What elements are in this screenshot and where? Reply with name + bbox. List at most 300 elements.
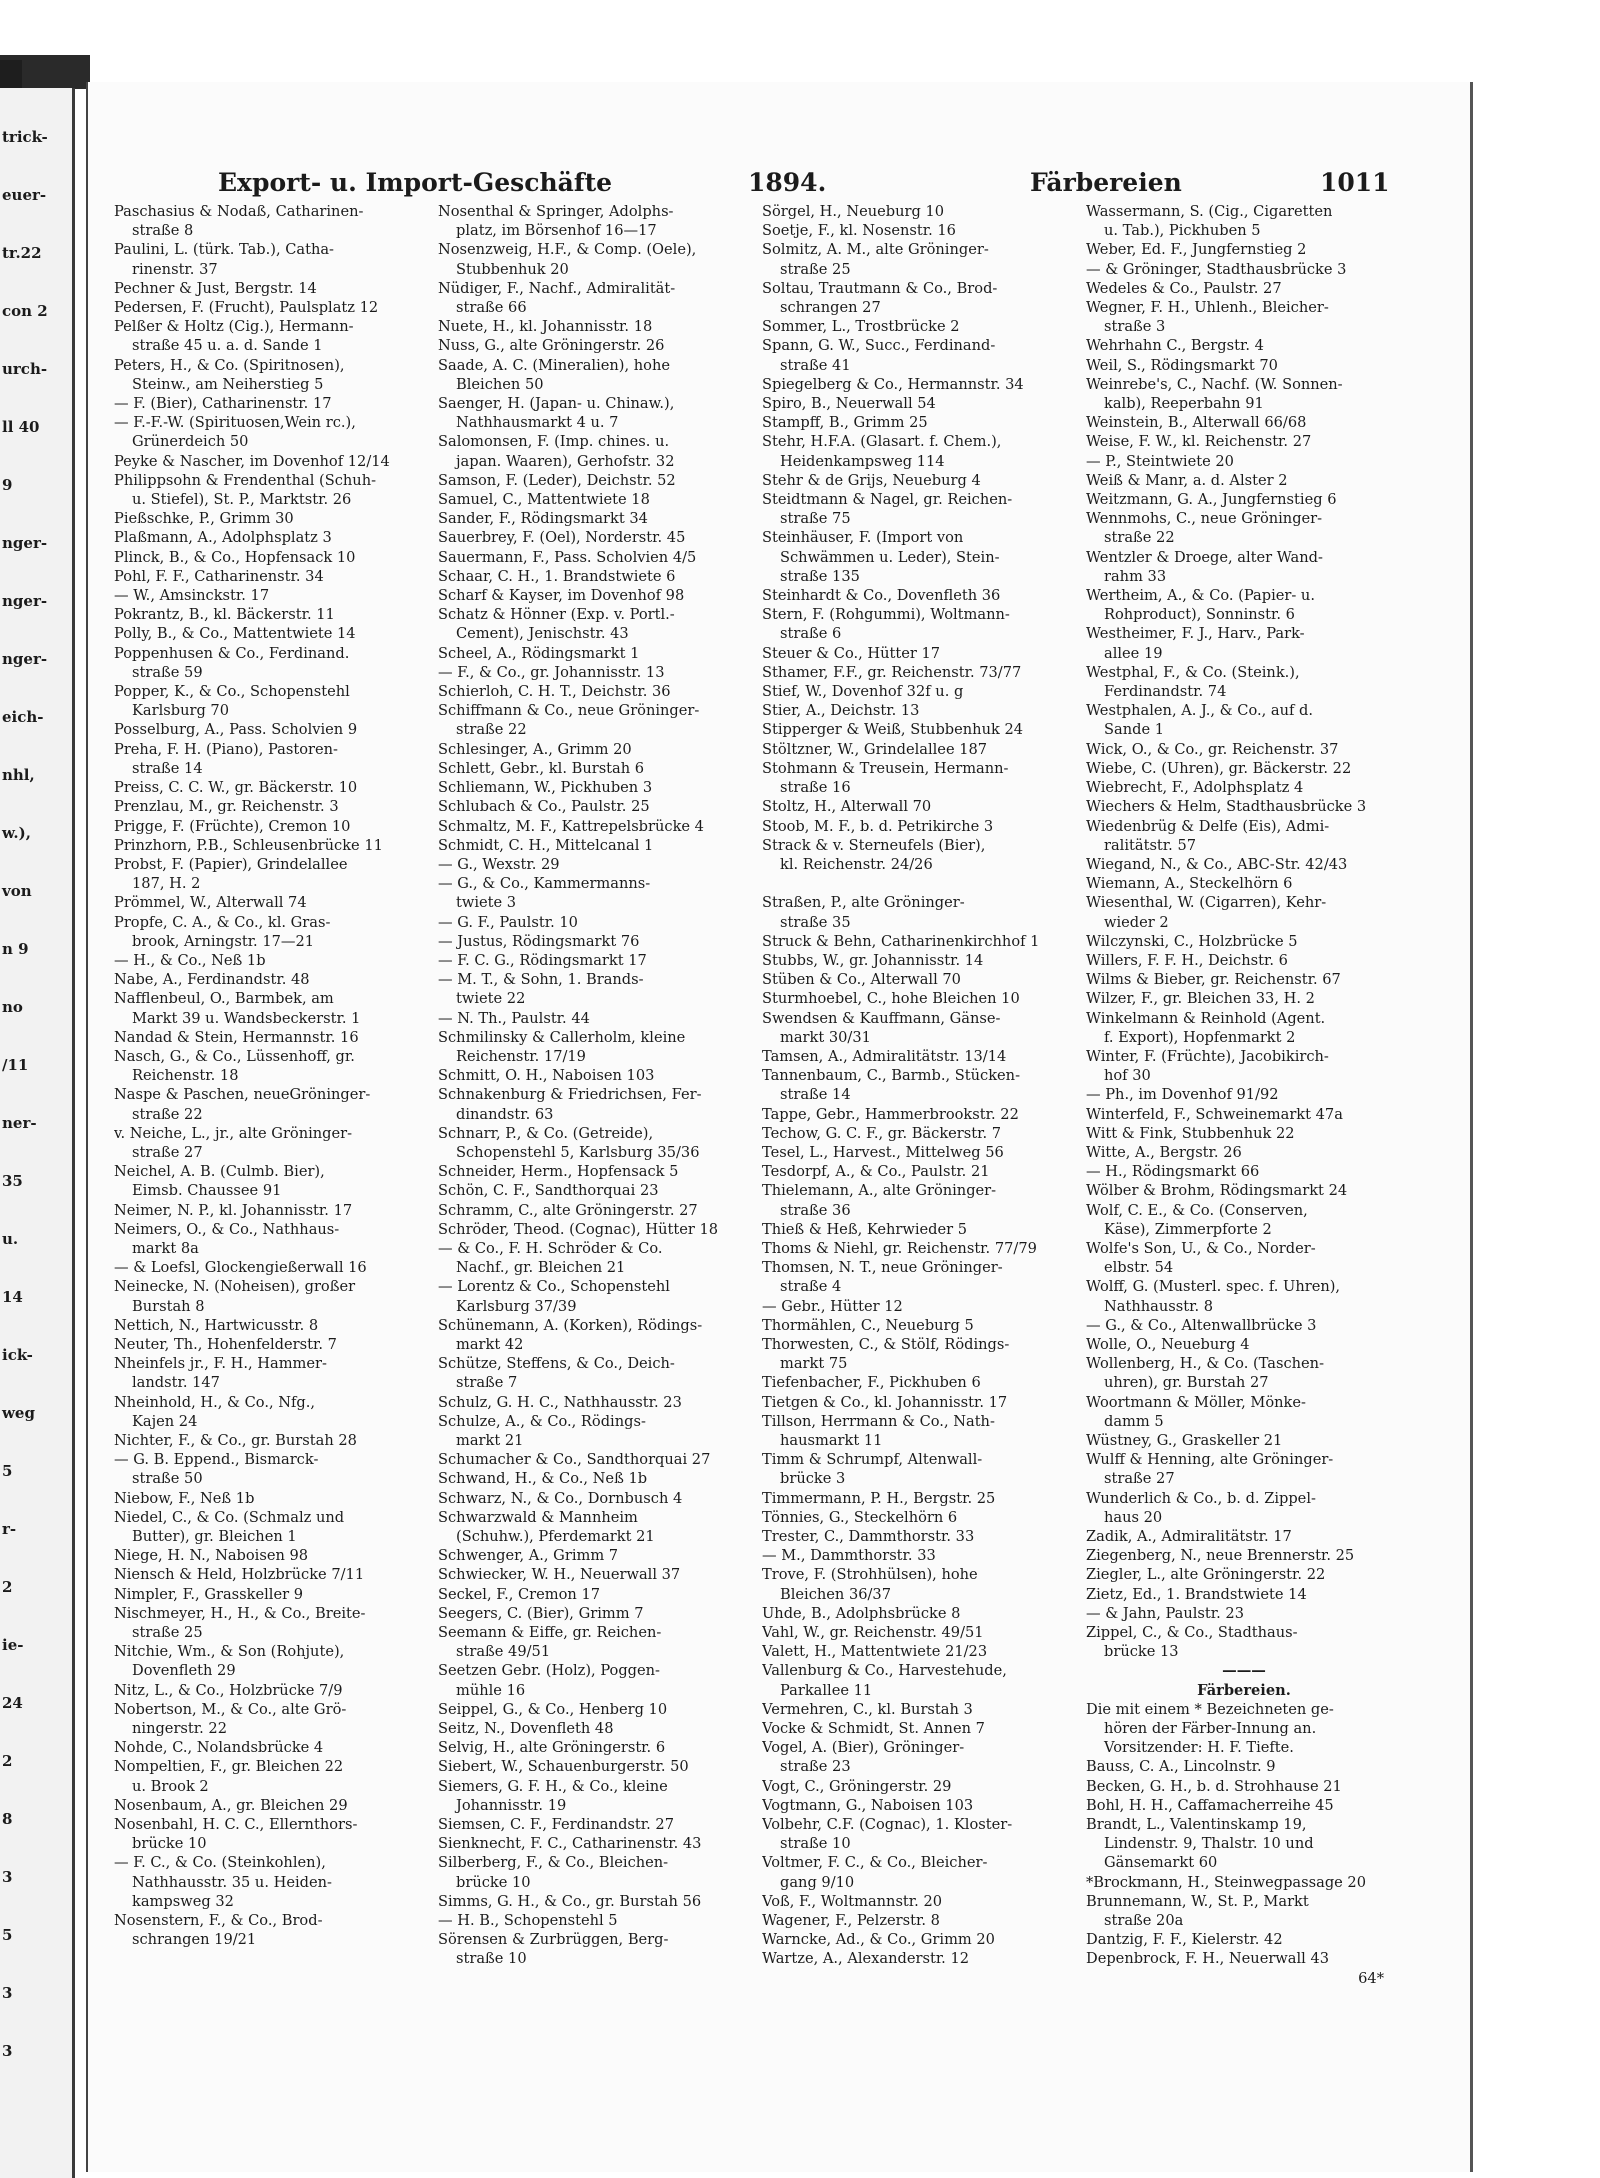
entry-line: Philippsohn & Frendenthal (Schuh- [114,471,377,489]
entry-line: Swendsen & Kauffmann, Gänse- [762,1009,1001,1027]
entry-line: Weiß & Manr, a. d. Alster 2 [1086,471,1288,489]
entry-line: ningerstr. 22 [132,1720,227,1738]
entry-line: Wegner, F. H., Uhlenh., Bleicher- [1086,299,1329,317]
entry-line: Eimsb. Chaussee 91 [132,1182,282,1200]
entry-line: — Lorentz & Co., Schopenstehl [438,1278,670,1296]
fragment-text: 2 [2,1578,13,1596]
entry-line: Ziegenberg, N., neue Brennerstr. 25 [1086,1547,1355,1565]
entry-line: Zadik, A., Admiralitätstr. 17 [1086,1528,1292,1546]
entry-line: Straßen, P., alte Gröninger- [762,894,965,912]
entry-line: Cement), Jenischstr. 43 [456,625,629,643]
entry-line: Tönnies, G., Steckelhörn 6 [762,1508,958,1526]
entry-line: Vogt, C., Gröningerstr. 29 [762,1777,952,1795]
entry-line: Färbereien. [1197,1681,1291,1699]
fragment-text: r- [2,1520,17,1538]
entry-line: Heidenkampsweg 114 [780,452,945,470]
entry-line: Wölber & Brohm, Rödingsmarkt 24 [1086,1182,1348,1200]
entry-line: Sörensen & Zurbrüggen, Berg- [438,1931,669,1949]
entry-line: Tietgen & Co., kl. Johannisstr. 17 [762,1393,1008,1411]
entry-line: Wassermann, S. (Cig., Cigaretten [1086,203,1333,220]
entry-line: markt 30/31 [780,1028,871,1046]
entry-line: Steinw., am Neiherstieg 5 [132,375,324,393]
entry-line: Paschasius & Nodaß, Catharinen- [114,203,364,220]
entry-line: Wick, O., & Co., gr. Reichenstr. 37 [1086,740,1339,758]
entry-line: Soetje, F., kl. Nosenstr. 16 [762,222,956,240]
fragment-text: 24 [2,1694,23,1712]
entry-line: — H., & Co., Neß 1b [114,951,266,969]
entry-line: schrangen 19/21 [132,1931,257,1949]
entry-line: — G. B. Eppend., Bismarck- [114,1451,319,1469]
entry-line: Steinhäuser, F. (Import von [762,529,964,547]
fragment-text: nger- [2,592,48,610]
entry-line: Johannisstr. 19 [456,1796,567,1814]
entry-line: straße 10 [456,1950,527,1968]
column-2 [438,202,754,2132]
entry-line: Reichenstr. 18 [132,1067,239,1085]
entry-line: Wagener, F., Pelzerstr. 8 [762,1912,940,1930]
entry-line: Prenzlau, M., gr. Reichenstr. 3 [114,798,339,816]
entry-line: Wentzler & Droege, alter Wand- [1086,548,1323,566]
entry-line: Witte, A., Bergstr. 26 [1086,1143,1242,1161]
entry-line: Bleichen 36/37 [780,1585,891,1603]
entry-line: Nosenthal & Springer, Adolphs- [438,203,674,220]
entry-line: — F. C. G., Rödingsmarkt 17 [438,951,647,969]
entry-line: Spiro, B., Neuerwall 54 [762,395,936,413]
entry-line: Nischmeyer, H., H., & Co., Breite- [114,1604,366,1622]
entry-line: Stampff, B., Grimm 25 [762,414,928,432]
entry-line: brücke 13 [1104,1643,1179,1661]
entry-line: straße 27 [1104,1470,1175,1488]
entry-line: twiete 3 [456,894,517,912]
entry-line: Pohl, F. F., Catharinenstr. 34 [114,567,324,585]
entry-line: straße 20a [1104,1912,1184,1930]
entry-line: Neimers, O., & Co., Nathhaus- [114,1220,340,1238]
entry-line: Schütze, Steffens, & Co., Deich- [438,1355,675,1373]
entry-line: Scheel, A., Rödingsmarkt 1 [438,644,640,662]
entry-line: Samuel, C., Mattentwiete 18 [438,491,650,509]
entry-line: kalb), Reeperbahn 91 [1104,395,1264,413]
entry-line: Niedel, C., & Co. (Schmalz und [114,1508,345,1526]
entry-line: Stohmann & Treusein, Hermann- [762,759,1009,777]
fragment-text: 3 [2,1868,13,1886]
entry-line: Wartze, A., Alexanderstr. 12 [762,1950,970,1968]
entry-line: Nabe, A., Ferdinandstr. 48 [114,971,310,989]
entry-line: Schneider, Herm., Hopfensack 5 [438,1163,679,1181]
entry-line: Pokrantz, B., kl. Bäckerstr. 11 [114,606,335,624]
fragment-text: weg [2,1404,35,1422]
entry-line: Sander, F., Rödingsmarkt 34 [438,510,648,528]
entry-line: Wiebe, C. (Uhren), gr. Bäckerstr. 22 [1086,759,1352,777]
entry-line: straße 50 [132,1470,203,1488]
entry-line: Tannenbaum, C., Barmb., Stücken- [762,1067,1020,1085]
entry-line: Karlsburg 70 [132,702,230,720]
entry-line: Sauermann, F., Pass. Scholvien 4/5 [438,548,697,566]
entry-line: Wulff & Henning, alte Gröninger- [1086,1451,1334,1469]
entry-line: — & Gröninger, Stadthausbrücke 3 [1086,260,1347,278]
entry-line: — H., Rödingsmarkt 66 [1086,1163,1260,1181]
entry-line: Nompeltien, F., gr. Bleichen 22 [114,1758,344,1776]
entry-line: twiete 22 [456,990,526,1008]
fragment-text: u. [2,1230,19,1248]
entry-line: Stehr, H.F.A. (Glasart. f. Chem.), [762,433,1002,451]
entry-line: Voltmer, F. C., & Co., Bleicher- [762,1854,988,1872]
fragment-text: 5 [2,1462,13,1480]
entry-line: Schön, C. F., Sandthorquai 23 [438,1182,659,1200]
entry-line: straße 22 [132,1105,203,1123]
entry-line: Steuer & Co., Hütter 17 [762,644,941,662]
entry-line: Schwenger, A., Grimm 7 [438,1547,619,1565]
entry-line: Brandt, L., Valentinskamp 19, [1086,1816,1307,1834]
entry-line: Wiebrecht, F., Adolphsplatz 4 [1086,779,1304,797]
entry-line: Schlubach & Co., Paulstr. 25 [438,798,650,816]
entry-line: Vallenburg & Co., Harvestehude, [762,1662,1007,1680]
fragment-text: w.), [2,824,31,842]
entry-line: Nosenzweig, H.F., & Comp. (Oele), [438,241,697,259]
entry-line: Schiffmann & Co., neue Gröninger- [438,702,700,720]
entry-line: — W., Amsinckstr. 17 [114,587,270,605]
entry-line: Schliemann, W., Pickhuben 3 [438,779,653,797]
entry-line: straße 14 [132,759,203,777]
entry-line: Niebow, F., Neß 1b [114,1489,255,1507]
entry-line: Seitz, N., Dovenfleth 48 [438,1720,614,1738]
entry-line: Schröder, Theod. (Cognac), Hütter 18 [438,1220,719,1238]
entry-line: straße 135 [780,567,860,585]
fragment-text: tr.22 [2,244,42,262]
entry-line: — M., Dammthorstr. 33 [762,1547,936,1565]
entry-line: Sthamer, F.F., gr. Reichenstr. 73/77 [762,663,1022,681]
entry-line: Kajen 24 [132,1412,198,1430]
entry-line: 187, H. 2 [132,875,201,893]
entry-line: Samson, F. (Leder), Deichstr. 52 [438,471,676,489]
entry-line: Thorwesten, C., & Stölf, Rödings- [762,1335,1010,1353]
entry-line: Thormählen, C., Neueburg 5 [762,1316,974,1334]
entry-line: Preha, F. H. (Piano), Pastoren- [114,740,338,758]
entry-line: Markt 39 u. Wandsbeckerstr. 1 [132,1009,361,1027]
entry-line: Becken, G. H., b. d. Strohhause 21 [1086,1777,1342,1795]
entry-line: Tillson, Herrmann & Co., Nath- [762,1412,995,1430]
entry-line: Thieß & Heß, Kehrwieder 5 [762,1220,968,1238]
fragment-text: ie- [2,1636,24,1654]
entry-line: uhren), gr. Burstah 27 [1104,1374,1269,1392]
entry-line: japan. Waaren), Gerhofstr. 32 [456,452,675,470]
entry-line: Wennmohs, C., neue Gröninger- [1086,510,1323,528]
entry-line: Wedeles & Co., Paulstr. 27 [1086,279,1282,297]
entry-line: Schwiecker, W. H., Neuerwall 37 [438,1566,681,1584]
entry-line: Wolf, C. E., & Co. (Conserven, [1086,1201,1308,1219]
fragment-text: n 9 [2,940,29,958]
entry-line: Plaßmann, A., Adolphsplatz 3 [114,529,332,547]
entry-line: Probst, F. (Papier), Grindelallee [114,855,348,873]
previous-page-fragment [0,88,75,2178]
entry-line: Sörgel, H., Neueburg 10 [762,203,945,220]
entry-line: Nosenbaum, A., gr. Bleichen 29 [114,1796,348,1814]
entry-line: Schwämmen u. Leder), Stein- [780,548,1000,566]
entry-line: markt 42 [456,1335,524,1353]
fragment-text: ick- [2,1346,33,1364]
entry-line: Schwarzwald & Mannheim [438,1508,638,1526]
entry-line: landstr. 147 [132,1374,220,1392]
entry-line: Trester, C., Dammthorstr. 33 [762,1528,975,1546]
entry-line: Tappe, Gebr., Hammerbrookstr. 22 [762,1105,1019,1123]
entry-line: Schmaltz, M. F., Kattrepelsbrücke 4 [438,817,704,835]
entry-line: Niensch & Held, Holzbrücke 7/11 [114,1566,365,1584]
entry-line: 64* [1358,1969,1384,1987]
entry-line: — F.-F.-W. (Spirituosen,Wein rc.), [114,414,356,432]
entry-line: Seippel, G., & Co., Henberg 10 [438,1700,668,1718]
entry-line: Wilzer, F., gr. Bleichen 33, H. 2 [1086,990,1315,1008]
entry-line: straße 45 u. a. d. Sande 1 [132,337,323,355]
entry-line: Thielemann, A., alte Gröninger- [762,1182,997,1200]
entry-line: Seegers, C. (Bier), Grimm 7 [438,1604,644,1622]
entry-line: straße 8 [132,222,194,240]
entry-line: Schulze, A., & Co., Rödings- [438,1412,646,1430]
entry-line: Stubbs, W., gr. Johannisstr. 14 [762,951,984,969]
entry-line: Schulz, G. H. C., Nathhausstr. 23 [438,1393,682,1411]
entry-line: Preiss, C. C. W., gr. Bäckerstr. 10 [114,779,358,797]
entry-line: brücke 10 [132,1835,207,1853]
entry-line: Prinzhorn, P.B., Schleusenbrücke 11 [114,836,383,854]
entry-line: Schlesinger, A., Grimm 20 [438,740,632,758]
entry-line: Posselburg, A., Pass. Scholvien 9 [114,721,358,739]
entry-line: straße 6 [780,625,842,643]
entry-line: hausmarkt 11 [780,1432,883,1449]
entry-line: Schmilinsky & Callerholm, kleine [438,1028,686,1046]
entry-line: haus 20 [1104,1508,1163,1526]
entry-line: Die mit einem * Bezeichneten ge- [1086,1700,1334,1718]
fragment-text: con 2 [2,302,48,320]
entry-line: Wilczynski, C., Holzbrücke 5 [1086,932,1298,950]
entry-line: Witt & Fink, Stubbenhuk 22 [1086,1124,1295,1142]
entry-line: ——— [1222,1662,1266,1680]
entry-line: Weinstein, B., Alterwall 66/68 [1086,414,1307,432]
entry-line: Schramm, C., alte Gröningerstr. 27 [438,1201,698,1219]
entry-line: Vorsitzender: H. F. Tiefte. [1104,1739,1294,1757]
entry-line: Stubbenhuk 20 [456,260,569,278]
entry-line: Spann, G. W., Succ., Ferdinand- [762,337,996,355]
entry-line: schrangen 27 [780,299,881,317]
fragment-text: 5 [2,1926,13,1944]
entry-line: Winterfeld, F., Schweinemarkt 47a [1086,1105,1343,1123]
entry-line: Stier, A., Deichstr. 13 [762,702,920,720]
entry-line: Warncke, Ad., & Co., Grimm 20 [762,1931,995,1949]
entry-line: kl. Reichenstr. 24/26 [780,855,933,873]
entry-line: Polly, B., & Co., Mattentwiete 14 [114,625,356,643]
entry-line: — G. F., Paulstr. 10 [438,913,578,931]
entry-line: Poppenhusen & Co., Ferdinand. [114,644,350,662]
entry-line: Niege, H. N., Naboisen 98 [114,1547,309,1565]
entry-line: straße 16 [780,779,851,797]
entry-line: Schwand, H., & Co., Neß 1b [438,1470,648,1488]
entry-line: Parkallee 11 [780,1681,873,1699]
fragment-text: 8 [2,1810,13,1828]
entry-line: Grünerdeich 50 [132,433,249,451]
fragment-text: nger- [2,534,48,552]
entry-line: u. Stiefel), St. P., Marktstr. 26 [132,491,352,509]
entry-line: — Gebr., Hütter 12 [762,1297,903,1315]
entry-line: straße 75 [780,510,851,528]
entry-line: straße 4 [780,1278,842,1296]
entry-line: Nuete, H., kl. Johannisstr. 18 [438,318,653,336]
entry-line: mühle 16 [456,1681,526,1699]
entry-line: Paulini, L. (türk. Tab.), Catha- [114,241,334,259]
entry-line: Sande 1 [1104,721,1164,739]
entry-line: Schatz & Hönner (Exp. v. Portl.- [438,606,675,624]
entry-line: Stief, W., Dovenhof 32f u. g [762,683,964,701]
fragment-text: urch- [2,360,48,378]
entry-line: Schierloh, C. H. T., Deichstr. 36 [438,683,671,701]
entry-line: Nosenstern, F., & Co., Brod- [114,1912,323,1930]
entry-line: Neinecke, N. (Noheisen), großer [114,1278,356,1296]
entry-line: Thoms & Niehl, gr. Reichenstr. 77/79 [762,1239,1037,1257]
entry-line: (Schuhw.), Pferdemarkt 21 [456,1528,655,1546]
entry-line: Vogtmann, G., Naboisen 103 [762,1796,974,1814]
entry-line: Schünemann, A. (Korken), Rödings- [438,1316,703,1334]
entry-line: Neimer, N. P., kl. Johannisstr. 17 [114,1201,353,1219]
entry-line: markt 75 [780,1355,848,1373]
entry-line: — & Loefsl, Glockengießerwall 16 [114,1259,367,1277]
entry-line: — & Co., F. H. Schröder & Co. [438,1239,663,1257]
entry-line: Propfe, C. A., & Co., kl. Gras- [114,913,331,931]
entry-line: straße 23 [780,1758,851,1776]
entry-line: Techow, G. C. F., gr. Bäckerstr. 7 [762,1124,1002,1142]
entry-line: Naspe & Paschen, neueGröninger- [114,1086,371,1104]
entry-line: Siebert, W., Schauenburgerstr. 50 [438,1758,689,1776]
entry-line: Thomsen, N. T., neue Gröninger- [762,1259,1003,1277]
entry-line: Wiechers & Helm, Stadthausbrücke 3 [1086,798,1367,816]
entry-line: Volbehr, C.F. (Cognac), 1. Kloster- [762,1816,1013,1834]
fragment-text: euer- [2,186,47,204]
entry-line: Saade, A. C. (Mineralien), hohe [438,356,670,374]
entry-line: Westphal, F., & Co. (Steink.), [1086,663,1300,681]
entry-line: Stöltzner, W., Grindelallee 187 [762,740,988,758]
entry-line: damm 5 [1104,1412,1164,1430]
entry-line: Nathhausstr. 8 [1104,1297,1214,1315]
entry-line: Wolfe's Son, U., & Co., Norder- [1086,1239,1316,1257]
entry-line: Steidtmann & Nagel, gr. Reichen- [762,491,1013,509]
entry-line: u. Brook 2 [132,1777,209,1795]
entry-line: — F. (Bier), Catharinenstr. 17 [114,395,332,413]
entry-line: Nettich, N., Hartwicusstr. 8 [114,1316,319,1334]
entry-line: Rohproduct), Sonninstr. 6 [1104,606,1295,624]
entry-line: rahm 33 [1104,567,1167,585]
entry-line: Scharf & Kayser, im Dovenhof 98 [438,587,685,605]
entry-line: — G., Wexstr. 29 [438,855,560,873]
entry-line: Popper, K., & Co., Schopenstehl [114,683,350,701]
fragment-text: 3 [2,1984,13,2002]
entry-line: Wolle, O., Neueburg 4 [1086,1335,1250,1353]
entry-line: Schmitt, O. H., Naboisen 103 [438,1067,655,1085]
entry-line: Tesel, L., Harvest., Mittelweg 56 [762,1143,1004,1161]
entry-line: Peyke & Nascher, im Dovenhof 12/14 [114,452,390,470]
entry-line: Tesdorpf, A., & Co., Paulstr. 21 [762,1163,990,1181]
entry-line: Wehrhahn C., Bergstr. 4 [1086,337,1264,355]
entry-line: u. Tab.), Pickhuben 5 [1104,222,1261,240]
entry-line: Timmermann, P. H., Bergstr. 25 [762,1489,996,1507]
entry-line: elbstr. 54 [1104,1259,1174,1277]
entry-line: — F. C., & Co. (Steinkohlen), [114,1854,326,1872]
entry-line: Pelßer & Holtz (Cig.), Hermann- [114,318,354,336]
entry-line: Winter, F. (Früchte), Jacobikirch- [1086,1047,1329,1065]
entry-line: Nitz, L., & Co., Holzbrücke 7/9 [114,1681,343,1699]
entry-line: — Ph., im Dovenhof 91/92 [1086,1086,1279,1104]
running-title: Export- u. Import-Geschäfte [218,168,613,197]
entry-line: Selvig, H., alte Gröningerstr. 6 [438,1739,666,1757]
fragment-text: 9 [2,476,13,494]
entry-line: Willers, F. F. H., Deichstr. 6 [1086,951,1288,969]
entry-line: Westheimer, F. J., Harv., Park- [1086,625,1305,643]
entry-line: markt 8a [132,1239,199,1257]
entry-line: straße 25 [132,1624,203,1642]
entry-line: rinenstr. 37 [132,260,218,278]
entry-line: Bleichen 50 [456,375,544,393]
fragment-text: nger- [2,650,48,668]
entry-line: Wüstney, G., Graskeller 21 [1086,1432,1283,1449]
entry-line: Sommer, L., Trostbrücke 2 [762,318,960,336]
entry-line: Brunnemann, W., St. P., Markt [1086,1892,1309,1910]
entry-line: Trove, F. (Strohhülsen), hohe [762,1566,978,1584]
entry-line: Stüben & Co., Alterwall 70 [762,971,961,989]
entry-line: Voß, F., Woltmannstr. 20 [762,1892,943,1910]
entry-line: Solmitz, A. M., alte Gröninger- [762,241,989,259]
entry-line: straße 22 [1104,529,1175,547]
entry-line: Weitzmann, G. A., Jungfernstieg 6 [1086,491,1337,509]
entry-line: Wollenberg, H., & Co. (Taschen- [1086,1355,1325,1373]
entry-line: Sauerbrey, F. (Oel), Norderstr. 45 [438,529,686,547]
entry-line: Karlsburg 37/39 [456,1297,577,1315]
entry-line: Stipperger & Weiß, Stubbenhuk 24 [762,721,1024,739]
entry-line: Weber, Ed. F., Jungfernstieg 2 [1086,241,1307,259]
entry-line: Dantzig, F. F., Kielerstr. 42 [1086,1931,1283,1949]
entry-line: Nuss, G., alte Gröningerstr. 26 [438,337,665,355]
entry-line: Vogel, A. (Bier), Gröninger- [762,1739,965,1757]
entry-line: straße 27 [132,1143,203,1161]
entry-line: Burstah 8 [132,1297,205,1315]
entry-line: Timm & Schrumpf, Altenwall- [762,1451,983,1469]
entry-line: Prigge, F. (Früchte), Cremon 10 [114,817,351,835]
entry-line: Nheinhold, H., & Co., Nfg., [114,1393,316,1411]
entry-line: Soltau, Trautmann & Co., Brod- [762,279,998,297]
entry-line: Butter), gr. Bleichen 1 [132,1528,297,1546]
entry-line: Vermehren, C., kl. Burstah 3 [762,1700,973,1718]
entry-line: Steinhardt & Co., Dovenfleth 36 [762,587,1001,605]
entry-line: Schnakenburg & Friedrichsen, Fer- [438,1086,702,1104]
entry-line: Wilms & Bieber, gr. Reichenstr. 67 [1086,971,1341,989]
entry-line: straße 36 [780,1201,851,1219]
fragment-text: 3 [2,2042,13,2060]
entry-line: wieder 2 [1104,913,1169,931]
entry-line: Wolff, G. (Musterl. spec. f. Uhren), [1086,1278,1341,1296]
entry-line: straße 10 [780,1835,851,1853]
entry-line: Plinck, B., & Co., Hopfensack 10 [114,548,356,566]
entry-line: Spiegelberg & Co., Hermannstr. 34 [762,375,1024,393]
entry-line: Reichenstr. 17/19 [456,1047,586,1065]
entry-line: Stoob, M. F., b. d. Petrikirche 3 [762,817,994,835]
entry-line: straße 14 [780,1086,851,1104]
entry-line: Wunderlich & Co., b. d. Zippel- [1086,1489,1316,1507]
entry-line: straße 35 [780,913,851,931]
entry-line: Nheinfels jr., F. H., Hammer- [114,1355,327,1373]
entry-line: Bauss, C. A., Lincolnstr. 9 [1086,1758,1276,1776]
entry-line: Schmidt, C. H., Mittelcanal 1 [438,836,654,854]
entry-line: f. Export), Hopfenmarkt 2 [1104,1028,1296,1046]
entry-line: Tiefenbacher, F., Pickhuben 6 [762,1374,981,1392]
fragment-text: von [2,882,32,900]
entry-line: Schnarr, P., & Co. (Getreide), [438,1124,654,1142]
entry-line: Wiesenthal, W. (Cigarren), Kehr- [1086,894,1327,912]
fragment-text: no [2,998,23,1016]
entry-line: Nathhausstr. 35 u. Heiden- [132,1873,332,1891]
entry-line: Käse), Zimmerpforte 2 [1104,1220,1272,1238]
